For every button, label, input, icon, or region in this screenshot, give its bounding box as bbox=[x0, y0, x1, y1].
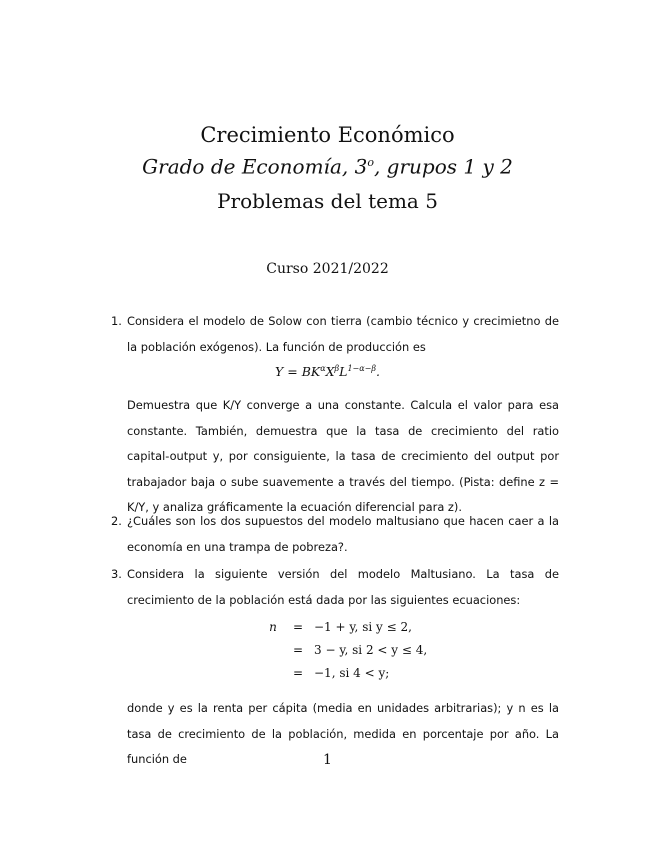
system-row bbox=[264, 666, 427, 689]
eq-part-3: L bbox=[339, 364, 348, 380]
eq-sup-3: 1−α−β bbox=[347, 364, 376, 373]
problem-1-body-text: Demuestra que K/Y converge a una constante. Calcula el valor para esa constante. También, demuestra que la tasa de crecimiento del ratio capital-output y, por consiguiente, la tasa de crecimiento del output por trabajador baja o sube suavemente a través del tiempo. (Pista: define z = K/Y, y analiza gráficamente la ecuación diferencial para z). bbox=[127, 398, 559, 514]
problem-3 bbox=[111, 562, 559, 613]
eq-part-2: X bbox=[325, 364, 335, 380]
problem-2 bbox=[111, 509, 559, 560]
eq-end: . bbox=[376, 364, 380, 380]
problem-1-body bbox=[111, 393, 559, 521]
system-row bbox=[264, 620, 427, 643]
problem-3-body-text: donde y es la renta per cápita (media en unidades arbitrarias); y n es la tasa de crecimiento de la población, medida en porcentaje por año. La función de bbox=[127, 701, 559, 766]
course-year: Curso 2021/2022 bbox=[266, 261, 389, 277]
problem-set-title: Problemas del tema 5 bbox=[217, 189, 438, 213]
production-function-equation bbox=[0, 364, 655, 379]
problem-3-number: 3. bbox=[111, 567, 122, 581]
system-lhs: n bbox=[269, 620, 277, 634]
eq-sup-2: β bbox=[334, 364, 340, 373]
eq-sup-1: α bbox=[320, 364, 326, 373]
system-rhs: 3 − y, si 2 < y ≤ 4, bbox=[314, 643, 428, 657]
system-lhs bbox=[264, 666, 282, 689]
system-eq-sign: = bbox=[292, 666, 304, 680]
system-rhs: −1, si 4 < y; bbox=[314, 666, 390, 680]
system-row bbox=[264, 643, 427, 666]
problem-3-intro: Considera la siguiente versión del modelo Maltusiano. La tasa de crecimiento de la población está dada por las siguientes ecuaciones: bbox=[127, 567, 559, 607]
page-number: 1 bbox=[323, 752, 332, 768]
subtitle-pre: Grado de Economía, 3 bbox=[142, 154, 368, 179]
problem-1-number: 1. bbox=[111, 314, 122, 328]
system-rhs: −1 + y, si y ≤ 2, bbox=[314, 620, 412, 634]
subtitle-post: , grupos 1 y 2 bbox=[373, 154, 513, 179]
system-eq-sign: = bbox=[292, 643, 304, 657]
document-subtitle bbox=[0, 150, 655, 180]
system-lhs bbox=[264, 643, 282, 666]
problem-2-number: 2. bbox=[111, 514, 122, 528]
eq-part-1: Y = BK bbox=[275, 364, 321, 380]
subtitle-sup: o bbox=[367, 156, 374, 169]
problem-1-intro: Considera el modelo de Solow con tierra (cambio técnico y crecimietno de la población exógenos). La función de producción es bbox=[127, 314, 559, 354]
problem-2-intro: ¿Cuáles son los dos supuestos del modelo maltusiano que hacen caer a la economía en una trampa de pobreza?. bbox=[127, 514, 559, 554]
population-growth-system bbox=[264, 620, 427, 689]
system-eq-sign: = bbox=[292, 620, 304, 634]
document-title: Crecimiento Económico bbox=[200, 123, 455, 147]
problem-1 bbox=[111, 309, 559, 360]
